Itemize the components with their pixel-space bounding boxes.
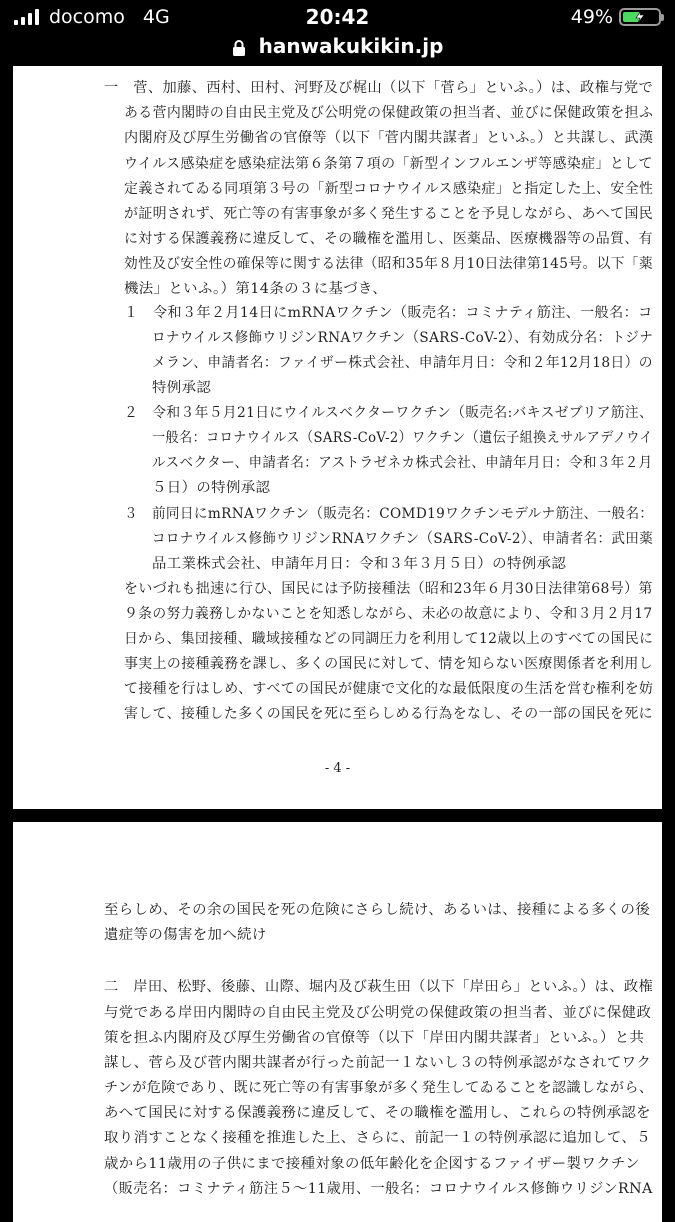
text-line: （販売名：コミナティ筋注５～11歳用、一般名：コロナウイルス修飾ウリジンRNA bbox=[104, 1181, 653, 1197]
text-line: ５日）の特例承認 bbox=[152, 480, 271, 496]
text-line: 定義されてゐる同項第３号の「新型コロナウイルス感染症」と指定した上、安全性 bbox=[124, 181, 654, 197]
text-line: ルスベクター、申請者名：アストラゼネカ株式会社、申請年月日：令和３年２月 bbox=[152, 455, 653, 471]
text-line: コロナウイルス修飾ウリジンRNAワクチン（SARS-CoV-2）、申請者名：武田薬 bbox=[152, 531, 654, 547]
network-type: 4G bbox=[142, 6, 170, 28]
status-right bbox=[571, 6, 661, 28]
text-line: 効性及び安全性の確保等に関する法律（昭和35年８月10日法律第145号。以下「薬 bbox=[124, 256, 653, 272]
text-line: ９条の努力義務しかないことを知悉しながら、未必の故意により、令和３月２月17 bbox=[124, 606, 653, 622]
text-line: ある菅内閣時の自由民主党及び公明党の保健政策の担当者、並びに保健政策を担ふ bbox=[124, 105, 654, 121]
text-line: １ 令和３年２月14日にmRNAワクチン（販売名：コミナティ筋注、一般名：コ bbox=[124, 305, 653, 321]
text-line: て接種を行はしめ、すべての国民が健康で文化的な最低限度の生活を営む権利を妨 bbox=[124, 681, 654, 697]
text-line: チンが危険であり、既に死亡等の有害事象が多く発生してゐることを認識しながら、 bbox=[104, 1080, 654, 1096]
text-line: あへて国民に対する保護義務に違反して、その職権を濫用し、これらの特例承認を bbox=[104, 1105, 651, 1121]
text-line: 二 岸田、松野、後藤、山際、堀内及び萩生田（以下「岸田ら」といふ。）は、政権 bbox=[104, 979, 654, 995]
text-line: ３ 前同日にmRNAワクチン（販売名：COMD19ワクチンモデルナ筋注、一般名： bbox=[124, 506, 654, 522]
page-number: - 4 - bbox=[324, 761, 351, 776]
text-line: ウイルス感染症を感染症法第６条第７項の「新型インフルエンザ等感染症」として bbox=[124, 156, 653, 172]
charging-bolt-icon bbox=[634, 11, 646, 23]
lock-icon bbox=[232, 40, 246, 56]
text-line: 取り消すことなく接種を推進した上、さらに、前記一１の特例承認に追加して、５ bbox=[104, 1130, 651, 1146]
document-page-4 bbox=[13, 66, 662, 809]
text-line: 遺症等の傷害を加へ続け bbox=[104, 927, 267, 943]
battery-icon bbox=[619, 8, 661, 26]
text-line: 一般名：コロナウイルス（SARS-CoV-2）ワクチン（遺伝子組換えサルアデノウイ bbox=[152, 430, 653, 446]
text-line: 事実上の接種義務を課し、多くの国民に対して、情を知らない医療関係者を利用し bbox=[124, 656, 653, 672]
text-line: 機法」といふ。）第14条の３に基づき、 bbox=[124, 281, 388, 297]
text-line: 謀し、菅ら及び菅内閣共謀者が行った前記一１ないし３の特例承認がなされてワク bbox=[104, 1055, 652, 1071]
battery-percent: 49% bbox=[570, 6, 613, 28]
carrier-name: docomo bbox=[49, 6, 125, 28]
text-line: 至らしめ、その余の国民を死の危険にさらし続け、あるいは、接種による多くの後 bbox=[104, 902, 651, 918]
text-line: 特例承認 bbox=[152, 380, 212, 396]
text-line: をいづれも拙速に行ひ、国民には予防接種法（昭和23年６月30日法律第68号）第 bbox=[124, 581, 653, 597]
text-line: 品工業株式会社、申請年月日：令和３年３月５日）の特例承認 bbox=[152, 556, 567, 572]
document-page-5 bbox=[13, 822, 662, 1222]
text-line: 内閣府及び厚生労働省の官僚等（以下「菅内閣共謀者」といふ。）と共謀し、武漢 bbox=[124, 130, 654, 146]
text-line: 歳から11歳用の子供にまで接種対象の低年齢化を企図するファイザー製ワクチン bbox=[104, 1156, 640, 1172]
text-line: 与党である岸田内閣時の自由民主党及び公明党の保健政策の担当者、並びに保健政 bbox=[104, 1005, 652, 1021]
text-line: ロナウイルス修飾ウリジンRNAワクチン（SARS-CoV-2）、有効成分名：トジナ bbox=[152, 330, 654, 346]
status-time: 20:42 bbox=[305, 5, 370, 29]
status-bar bbox=[0, 0, 675, 34]
text-line: 一 菅、加藤、西村、田村、河野及び梶山（以下「菅ら」といふ。）は、政権与党で bbox=[104, 80, 654, 96]
text-line: 日から、集団接種、職域接種などの同調圧力を利用して12歳以上のすべての国民に bbox=[124, 631, 654, 647]
url-text: hanwakukikin.jp bbox=[258, 34, 444, 58]
text-line: メラン、申請者名：ファイザー株式会社、申請年月日：令和２年12月18日）の bbox=[152, 355, 653, 371]
browser-url-bar[interactable] bbox=[0, 34, 675, 64]
text-line: 害して、接種した多くの国民を死に至らしめる行為をなし、その一部の国民を死に bbox=[124, 706, 653, 722]
text-line: 策を担ふ内閣府及び厚生労働省の官僚等（以下「岸田内閣共謀者」といふ。）と共 bbox=[104, 1030, 645, 1046]
text-line: が証明されず、死亡等の有害事象が多く発生することを予見しながら、あへて国民 bbox=[124, 206, 654, 222]
text-line: に対する保護義務に違反して、その職権を濫用し、医薬品、医療機器等の品質、有 bbox=[124, 231, 653, 247]
text-line: ２ 令和３年５月21日にウイルスベクターワクチン（販売名:バキスゼブリア筋注、 bbox=[124, 405, 654, 421]
